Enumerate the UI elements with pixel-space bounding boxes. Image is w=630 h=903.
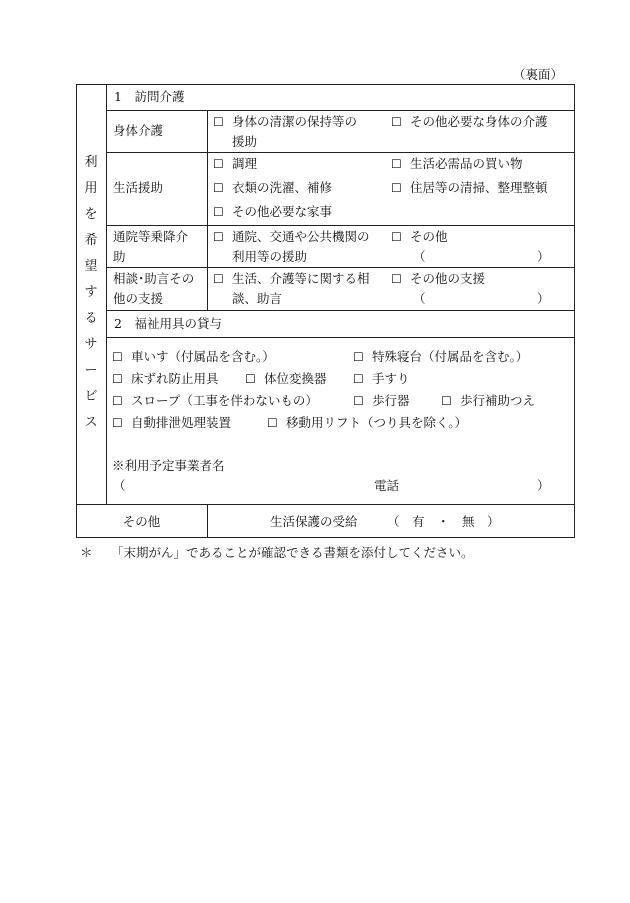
row-label-transport-assist: 通院等乗降介 [113, 229, 189, 244]
option-hygiene-label-cont: 援助 [232, 134, 258, 149]
checkbox[interactable]: ☐ [213, 205, 224, 219]
divider [106, 110, 575, 111]
option-other-physical-care-label: その他必要な身体の介護 [410, 114, 548, 129]
checkbox[interactable]: ☐ [213, 230, 224, 244]
checkbox[interactable]: ☐ [391, 181, 402, 195]
checkbox[interactable]: ☐ [391, 272, 402, 286]
checkbox[interactable]: ☐ [353, 350, 364, 364]
divider [207, 110, 208, 310]
side-label-requested-services: 利 用 を 希 望 す る サ ー ビ ス [84, 155, 98, 430]
divider [76, 504, 575, 505]
checkbox[interactable]: ☐ [213, 272, 224, 286]
item-wheelchair-label: 車いす（付属品を含む。） [131, 349, 275, 364]
option-hospital-visit-label-cont: 利用等の援助 [232, 249, 308, 264]
checkbox[interactable]: ☐ [112, 350, 123, 364]
checkbox[interactable]: ☐ [267, 416, 278, 430]
paren-open: （ [413, 249, 426, 264]
checkbox[interactable]: ☐ [391, 115, 402, 129]
section-title-home-care: 1 訪問介護 [114, 89, 185, 104]
item-lift-label: 移動用リフト（つり具を除く。） [286, 415, 468, 430]
item-position-changer-label: 体位変換器 [264, 371, 327, 386]
option-hygiene-label: 身体の清潔の保持等の [232, 114, 358, 129]
row-label-consultation-cont: 他の支援 [113, 291, 164, 306]
divider [106, 310, 575, 311]
checkbox[interactable]: ☐ [112, 416, 123, 430]
item-excretion-device-label: 自動排泄処理装置 [131, 415, 232, 430]
paren-close: ） [537, 249, 550, 264]
other-label: その他 [122, 514, 161, 529]
option-cleaning-label: 住居等の清掃、整理整頓 [410, 180, 548, 195]
item-handrail-label: 手すり [372, 371, 410, 386]
divider [106, 267, 575, 268]
phone-label: 電話 [374, 478, 400, 493]
checkbox[interactable]: ☐ [353, 394, 364, 408]
checkbox[interactable]: ☐ [213, 115, 224, 129]
item-pressure-ulcer-label: 床ずれ防止用具 [131, 371, 219, 386]
option-other-housework-label: その他必要な家事 [232, 204, 333, 219]
item-walking-cane-label: 歩行補助つえ [460, 393, 536, 408]
item-special-bed-label: 特殊寝台（付属品を含む。） [372, 349, 529, 364]
divider [207, 504, 208, 538]
provider-name-label: ※利用予定事業者名 [112, 458, 225, 473]
divider [106, 84, 107, 504]
provider-paren-close: ） [537, 478, 550, 493]
paren-close: ） [537, 291, 550, 306]
checkbox[interactable]: ☐ [353, 372, 364, 386]
row-label-transport-assist-cont: 助 [113, 249, 126, 264]
note-mark: ＊ [80, 545, 93, 560]
divider [106, 152, 575, 153]
row-label-consultation: 相談･助言その [113, 271, 195, 286]
section-title-equipment-rental: 2 福祉用具の貸与 [114, 316, 222, 331]
divider [106, 337, 575, 338]
checkbox[interactable]: ☐ [112, 394, 123, 408]
option-other-support-label: その他の支援 [410, 271, 486, 286]
welfare-label: 生活保護の受給 [270, 514, 358, 529]
row-label-daily-living-support: 生活援助 [113, 180, 164, 195]
welfare-choice[interactable]: （ 有 ・ 無 ） [387, 514, 500, 529]
checkbox[interactable]: ☐ [391, 230, 402, 244]
provider-paren-open: （ [113, 478, 126, 493]
item-walker-label: 歩行器 [372, 393, 410, 408]
row-label-physical-care: 身体介護 [113, 123, 164, 138]
option-consultation-label: 生活、介護等に関する相 [232, 271, 370, 286]
checkbox[interactable]: ☐ [112, 372, 123, 386]
option-hospital-visit-label: 通院、交通や公共機関の [232, 229, 370, 244]
option-laundry-label: 衣類の洗濯、補修 [232, 180, 333, 195]
note-text: 「末期がん」であることが確認できる書類を添付してください。 [111, 545, 474, 560]
option-other-label: その他 [410, 229, 448, 244]
page-side-label: （裏面） [513, 67, 564, 82]
paren-open: （ [413, 291, 426, 306]
checkbox[interactable]: ☐ [245, 372, 256, 386]
option-cooking-label: 調理 [232, 156, 258, 171]
option-shopping-label: 生活必需品の買い物 [410, 156, 523, 171]
option-consultation-label-cont: 談、助言 [232, 291, 283, 306]
checkbox[interactable]: ☐ [213, 157, 224, 171]
checkbox[interactable]: ☐ [391, 157, 402, 171]
item-slope-label: スロープ（工事を伴わないもの） [131, 393, 318, 408]
checkbox[interactable]: ☐ [441, 394, 452, 408]
divider [106, 225, 575, 226]
checkbox[interactable]: ☐ [213, 181, 224, 195]
